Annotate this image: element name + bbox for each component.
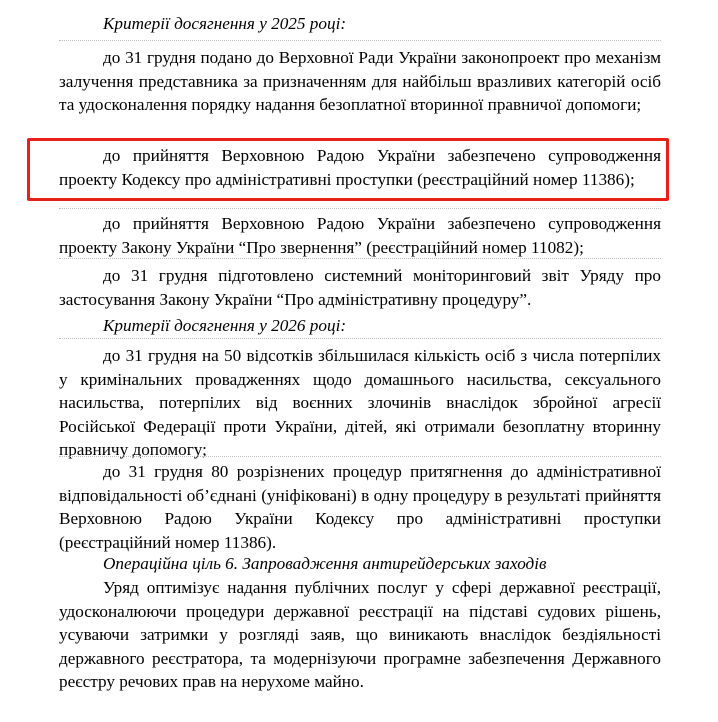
separator	[59, 456, 661, 457]
criteria-2026-item-unified-procedures: до 31 грудня 80 розрізнених процедур притягнення до адміністративної відповідальності об’єднані (уніфіковані) в одну процедуру в результаті прийняття Верховною Радою України Кодексу про адміністративні проступки (реєстраційний номер 11386).	[59, 462, 661, 552]
criteria-2025-heading: Критерії досягнення у 2025 році:	[103, 14, 347, 33]
criteria-2025-item-law-on-appeals: до прийняття Верховною Радою України забезпечено супроводження проекту Закону України “Про звернення” (реєстраційний номер 11082);	[59, 214, 661, 257]
criteria-2025-item-bill-representative: до 31 грудня подано до Верховної Ради України законопроект про механізм залучення представника за призначенням для найбільш вразливих категорій осіб та удосконалення порядку надання безоплатної вторинної правничої допомоги;	[59, 48, 661, 115]
separator	[59, 40, 661, 41]
separator	[59, 208, 661, 209]
separator	[59, 338, 661, 339]
operational-goal-6-description: Уряд оптимізує надання публічних послуг у сфері державної реєстрації, удосконалюючи процедури державної реєстрації на підставі судових рішень, усуваючи затримки у розгляді заяв, що виникають внаслідок бездіяльності державного реєстратора, та модернізуючи програмне забезпечення Державного реєстру речових прав на нерухоме майно.	[59, 578, 661, 692]
criteria-2025-item-monitoring-report: до 31 грудня підготовлено системний моніторинговий звіт Уряду про застосування Закону України “Про адміністративну процедуру”.	[59, 266, 661, 309]
criteria-2026-heading: Критерії досягнення у 2026 році:	[103, 316, 347, 335]
criteria-2025-item-code-admin-offenses: до прийняття Верховною Радою України забезпечено супроводження проекту Кодексу про адміністративні проступки (реєстраційний номер 11386);	[59, 146, 661, 189]
separator	[59, 258, 661, 259]
highlight-box	[27, 138, 669, 201]
criteria-2026-item-victims-legal-aid: до 31 грудня на 50 відсотків збільшилася кількість осіб з числа потерпілих у кримінальних провадженнях щодо домашнього насильства, сексуального насильства, потерпілих від воєнних злочинів внаслідок збройної агресії Російської Федерації проти України, дітей, які отримали безоплатну вторинну правничу допомогу;	[59, 346, 661, 460]
operational-goal-6-heading: Операційна ціль 6. Запровадження антирейдерських заходів	[103, 554, 547, 573]
